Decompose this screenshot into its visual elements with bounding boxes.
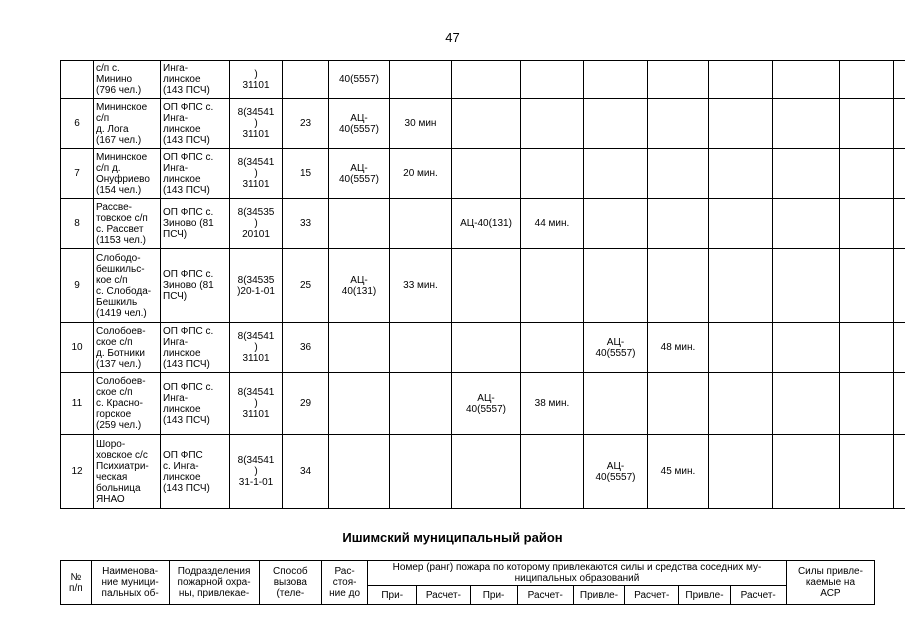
page-number: 47 [445,30,460,45]
forces-cell [894,99,905,149]
header-call: Способ вызова (теле- [259,561,321,605]
call-cell: 8(34541 ) 31101 [230,149,283,199]
distance-cell: 36 [283,323,329,373]
time-cell [521,435,584,509]
time-cell [521,249,584,323]
vehicle-cell: 40(5557) [329,61,390,99]
vehicle-cell [584,373,648,435]
vehicle-cell: АЦ- 40(5557) [329,149,390,199]
distance-cell: 29 [283,373,329,435]
time-cell [390,435,452,509]
settlement-cell: Рассве- товское с/п с. Рассвет (1153 чел.) [94,199,161,249]
vehicle-cell: АЦ-40(131) [452,199,521,249]
subheader: Расчет- [517,586,573,605]
time-cell [773,373,840,435]
header-distance: Рас- стоя- ние до [322,561,368,605]
forces-table [60,60,905,509]
row-number [61,61,94,99]
vehicle-cell [709,373,773,435]
time-cell: 20 мин. [390,149,452,199]
time-cell [773,99,840,149]
unit-cell: Инга- линское (143 ПСЧ) [161,61,230,99]
time-cell [521,149,584,199]
unit-cell: ОП ФПС с. Инга- линское (143 ПСЧ) [161,99,230,149]
vehicle-cell [452,323,521,373]
subheader: Привле- [573,586,624,605]
vehicle-cell [709,61,773,99]
call-cell: 8(34535 ) 20101 [230,199,283,249]
forces-cell [894,61,905,99]
row-number: 7 [61,149,94,199]
forces-cell [894,199,905,249]
vehicle-cell [452,249,521,323]
vehicle-cell [709,323,773,373]
row-number: 6 [61,99,94,149]
row-number: 9 [61,249,94,323]
table-row [61,373,905,435]
vehicle-cell: АЦ- 40(5557) [329,99,390,149]
unit-cell: ОП ФПС с. Инга- линское (143 ПСЧ) [161,323,230,373]
unit-cell: ОП ФПС с. Инга- линское (143 ПСЧ) [161,149,230,199]
table-row [61,61,905,99]
time-cell: 30 мин [390,99,452,149]
vehicle-cell [452,99,521,149]
time-cell [648,99,709,149]
section-title: Ишимский муниципальный район [342,530,563,545]
empty-cell [840,249,894,323]
time-cell [648,61,709,99]
call-cell: 8(34541 ) 31101 [230,99,283,149]
vehicle-cell [584,249,648,323]
time-cell [773,149,840,199]
call-cell: 8(34541 ) 31-1-01 [230,435,283,509]
empty-cell [840,99,894,149]
forces-cell [894,323,905,373]
vehicle-cell [452,61,521,99]
header-name: Наименова- ние муници- пальных об- [91,561,169,605]
subheader: Расчет- [730,586,786,605]
empty-cell [840,373,894,435]
settlement-cell: с/п с. Минино (796 чел.) [94,61,161,99]
table-row [61,99,905,149]
forces-cell [894,149,905,199]
time-cell [648,199,709,249]
ishim-header-table [60,560,875,605]
empty-cell [840,149,894,199]
time-cell [773,323,840,373]
vehicle-cell [709,149,773,199]
distance-cell: 15 [283,149,329,199]
empty-cell [840,323,894,373]
time-cell [773,249,840,323]
settlement-cell: Мининское с/п д. Лога (167 чел.) [94,99,161,149]
row-number: 11 [61,373,94,435]
time-cell [648,149,709,199]
time-cell [521,99,584,149]
distance-cell: 25 [283,249,329,323]
vehicle-cell [452,435,521,509]
time-cell [390,199,452,249]
settlement-cell: Мининское с/п д. Онуфриево (154 чел.) [94,149,161,199]
vehicle-cell: АЦ- 40(5557) [584,435,648,509]
time-cell: 44 мин. [521,199,584,249]
vehicle-cell [709,99,773,149]
forces-cell [894,373,905,435]
time-cell [773,61,840,99]
vehicle-cell [584,199,648,249]
table-row [61,249,905,323]
settlement-cell: Солобоев- ское с/п д. Ботники (137 чел.) [94,323,161,373]
time-cell [648,373,709,435]
time-cell [390,373,452,435]
vehicle-cell: АЦ- 40(131) [329,249,390,323]
time-cell: 33 мин. [390,249,452,323]
table-row [61,435,905,509]
distance-cell: 34 [283,435,329,509]
unit-cell: ОП ФПС с. Инга- линское (143 ПСЧ) [161,435,230,509]
table-row [61,149,905,199]
vehicle-cell [709,249,773,323]
call-cell: 8(34541 ) 31101 [230,323,283,373]
unit-cell: ОП ФПС с. Зиново (81 ПСЧ) [161,199,230,249]
settlement-cell: Шоро- ховское с/с Психиатри- ческая больница ЯНАО [94,435,161,509]
forces-cell [894,435,905,509]
empty-cell [840,61,894,99]
call-cell: ) 31101 [230,61,283,99]
vehicle-cell: АЦ- 40(5557) [584,323,648,373]
header-num: № п/п [61,561,92,605]
vehicle-cell [709,199,773,249]
settlement-cell: Солобоев- ское с/п с. Красно- горское (259 чел.) [94,373,161,435]
vehicle-cell [329,435,390,509]
header-forces: Силы привле- каемые на АСР [786,561,874,605]
table-row [61,199,905,249]
vehicle-cell [584,149,648,199]
time-cell [648,249,709,323]
time-cell [521,61,584,99]
subheader: Расчет- [625,586,679,605]
time-cell [521,323,584,373]
time-cell [773,435,840,509]
vehicle-cell [452,149,521,199]
unit-cell: ОП ФПС с. Зиново (81 ПСЧ) [161,249,230,323]
vehicle-cell: АЦ- 40(5557) [452,373,521,435]
call-cell: 8(34541 ) 31101 [230,373,283,435]
subheader: При- [368,586,417,605]
table-row [61,323,905,373]
time-cell: 48 мин. [648,323,709,373]
time-cell [390,61,452,99]
time-cell [390,323,452,373]
distance-cell: 23 [283,99,329,149]
subheader: Расчет- [417,586,470,605]
row-number: 8 [61,199,94,249]
empty-cell [840,199,894,249]
vehicle-cell [329,323,390,373]
subheader: Привле- [679,586,730,605]
forces-cell [894,249,905,323]
vehicle-cell [584,99,648,149]
row-number: 12 [61,435,94,509]
call-cell: 8(34535 )20-1-01 [230,249,283,323]
vehicle-cell [584,61,648,99]
subheader: При- [470,586,517,605]
settlement-cell: Слободо- бешкильс- кое с/п с. Слобода- Бешкиль (1419 чел.) [94,249,161,323]
row-number: 10 [61,323,94,373]
distance-cell: 33 [283,199,329,249]
vehicle-cell [709,435,773,509]
empty-cell [840,435,894,509]
time-cell: 45 мин. [648,435,709,509]
header-rank: Номер (ранг) пожара по которому привлекаются силы и средства соседних му- ниципальных образований [368,561,787,586]
vehicle-cell [329,199,390,249]
time-cell: 38 мин. [521,373,584,435]
time-cell [773,199,840,249]
distance-cell [283,61,329,99]
unit-cell: ОП ФПС с. Инга- линское (143 ПСЧ) [161,373,230,435]
header-unit: Подразделения пожарной охра- ны, привлекае- [169,561,259,605]
vehicle-cell [329,373,390,435]
